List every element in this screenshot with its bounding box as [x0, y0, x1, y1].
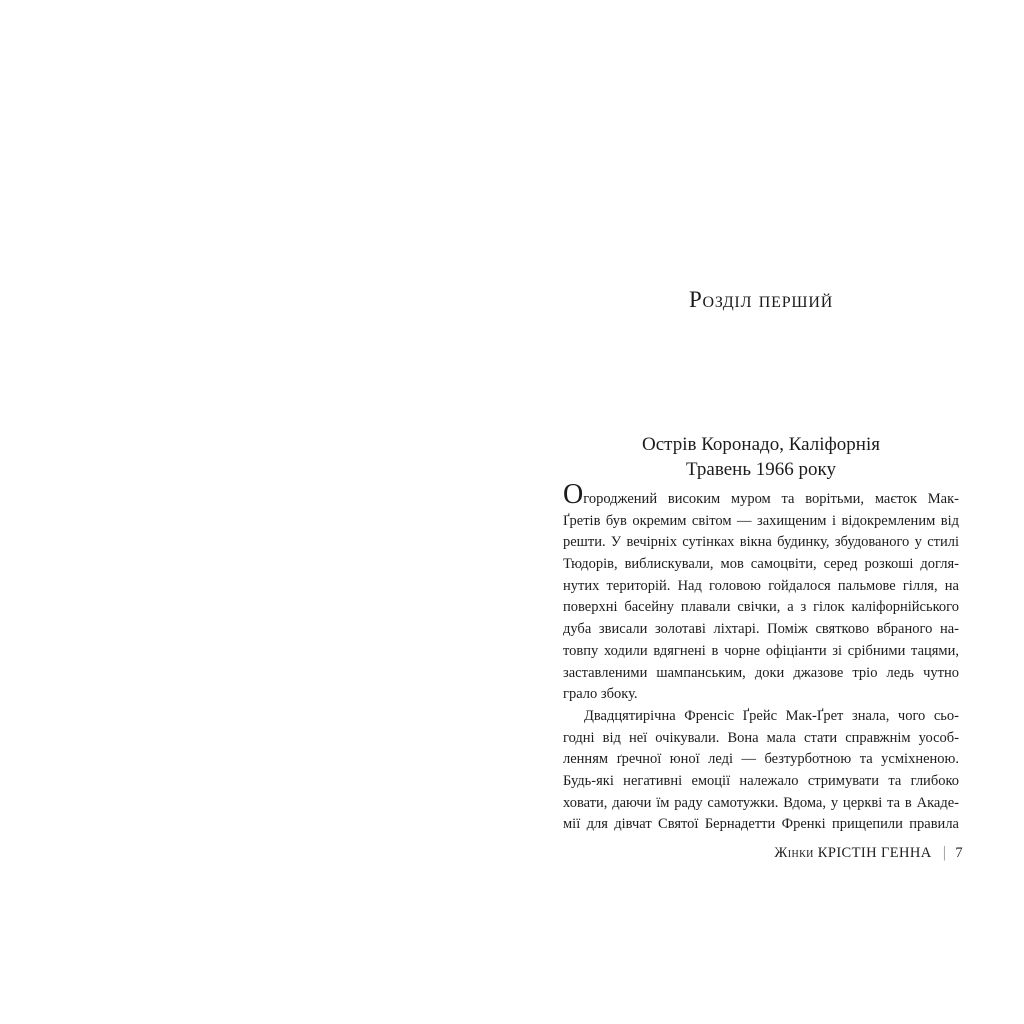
body-line: ленням ґречної юної леді — безтурботною та усміхненою. — [563, 751, 959, 768]
body-line: Будь-які негативні емоції належало стримувати та глибоко — [563, 772, 959, 789]
dateline-date: Травень 1966 року — [686, 459, 836, 480]
initial-cap: О — [563, 479, 584, 510]
body-line: решти. У вечірніх сутінках вікна будинку, збудованого у стилі — [563, 534, 959, 551]
body-line: поверхні басейну плавали свічки, а з гілок каліфорнійського — [563, 599, 959, 616]
footer-page-number: 7 — [955, 845, 963, 861]
body-text — [563, 479, 959, 836]
body-line: грало збоку. — [563, 686, 638, 703]
page-footer — [563, 844, 963, 862]
body-line: ховати, даючи їм раду самотужки. Вдома, у церкві та в Акаде- — [563, 794, 959, 811]
dateline-location: Острів Коронадо, Каліфорнія — [642, 434, 880, 455]
paragraph — [563, 706, 959, 836]
body-line: товпу ходили вдягнені в чорне офіціанти зі срібними тацями, — [563, 642, 959, 659]
body-line: Тюдорів, виблискували, мов самоцвіти, серед розкоші догля- — [563, 556, 959, 573]
body-line: заставленими шампанським, доки джазове тріо ледь чутно — [563, 664, 959, 681]
body-line: Ґретів був окремим світом — захищеним і відокремленим від — [563, 512, 959, 529]
chapter-heading: Розділ перший — [688, 287, 834, 312]
body-line: годні від неї очікували. Вона мала стати справжнім уособ- — [563, 729, 959, 746]
footer-separator: | — [942, 844, 947, 861]
body-line: нутих територій. Над головою гойдалося пальмове гілля, на — [563, 577, 959, 594]
body-line: мії для дівчат Святої Бернадетти Френкі прищепили правила — [563, 816, 959, 833]
body-line: Огороджений високим муром та ворітьми, маєток Мак- — [563, 479, 959, 510]
footer-author: КРІСТІН ГЕННА — [817, 845, 932, 861]
dateline — [563, 432, 959, 482]
paragraph — [563, 479, 959, 706]
body-line: дуба звисали золотаві ліхтарі. Поміж святково вбраного на- — [563, 621, 959, 638]
body-line: Двадцятирічна Френсіс Ґрейс Мак-Ґрет знала, чого сьо- — [584, 707, 959, 724]
footer-book-title: Жінки — [774, 845, 814, 861]
